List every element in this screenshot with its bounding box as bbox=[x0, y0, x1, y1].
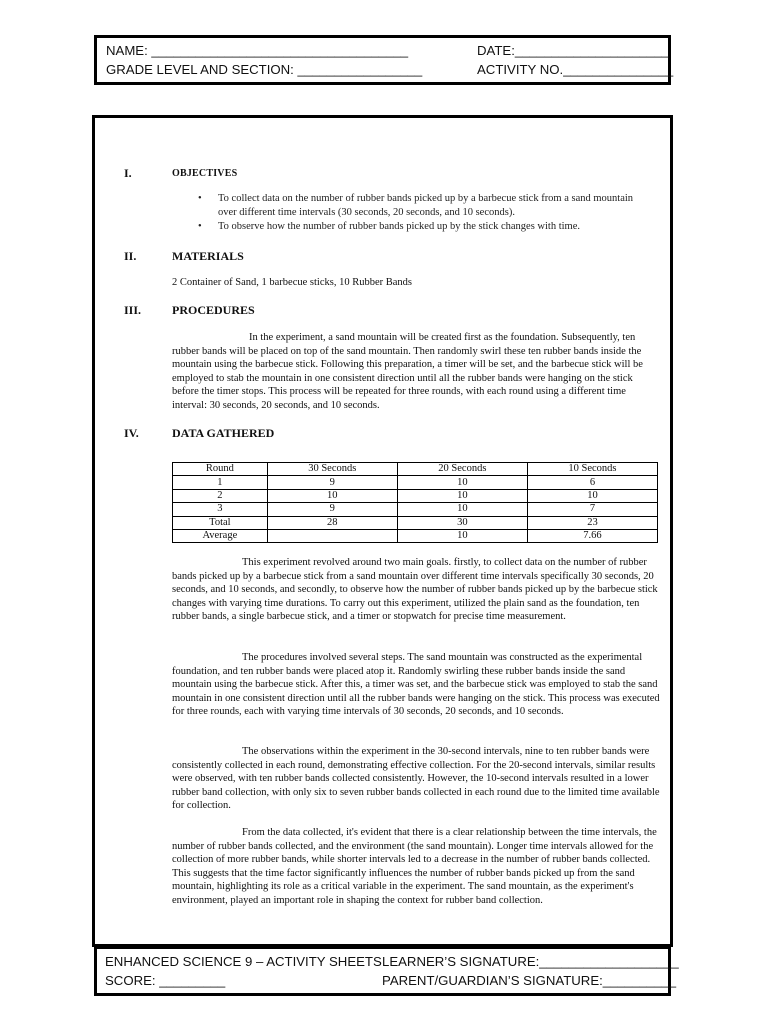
table-header-row bbox=[173, 463, 658, 476]
materials-heading: MATERIALS bbox=[172, 249, 244, 263]
table-header-cell: 20 Seconds bbox=[397, 463, 527, 476]
table-cell: 9 bbox=[267, 503, 397, 516]
score-field-label: SCORE: _________ bbox=[105, 973, 226, 988]
table-cell: 10 bbox=[267, 489, 397, 502]
table-cell bbox=[267, 529, 397, 542]
discussion-text: This experiment revolved around two main goals. firstly, to collect data on the number of rubber bands picked up by a barbecue stick from a sand mountain over different time intervals specifically 30 seconds, 20 seconds, and 10 seconds, and secondly, to observe how the number of rubber bands picked up by the barbecue stick changes with varying time durations. To carry out this experiment, utilized the plain sand as the foundation, ten rubber bands, a single barbecue stick, and a timer or stopwatch for precise time measurement. bbox=[172, 557, 658, 622]
data-gathered-heading: DATA GATHERED bbox=[172, 426, 275, 440]
table-cell: Average bbox=[173, 529, 268, 542]
table-cell: 28 bbox=[267, 516, 397, 529]
objective-text: To observe how the number of rubber bands picked up by the stick changes with time. bbox=[218, 221, 581, 232]
table-cell: 9 bbox=[267, 476, 397, 489]
table-cell: 3 bbox=[173, 503, 268, 516]
bullet-icon: • bbox=[198, 221, 202, 232]
learner-signature-label: LEARNER’S SIGNATURE:___________________ bbox=[382, 954, 679, 969]
discussion-text: The procedures involved several steps. The sand mountain was constructed as the experimental foundation, and ten rubber bands were placed atop it. Randomly swirling these rubber bands inside the sand mountain using the barbecue stick. After this, a timer was set, and the barbecue stick was employed to stab the sand mountain in one consistent direction until all the rubber bands were hanging on the stick. This process was executed for three rounds, each with varying time intervals of 30 seconds, 20 seconds, and 10 seconds. bbox=[172, 652, 660, 717]
course-label: ENHANCED SCIENCE 9 – ACTIVITY SHEETS bbox=[105, 954, 382, 969]
objectives-numeral: I. bbox=[124, 166, 132, 180]
discussion-paragraph-3 bbox=[172, 745, 660, 813]
table-header-cell: Round bbox=[173, 463, 268, 476]
objective-text: To collect data on the number of rubber bands picked up by a barbecue stick from a sand mountain over different time intervals (30 seconds, 20 seconds, and 10 seconds). bbox=[218, 193, 634, 218]
objective-item bbox=[196, 220, 646, 234]
table-cell: 10 bbox=[397, 503, 527, 516]
header-box bbox=[94, 35, 674, 85]
objective-item bbox=[196, 192, 646, 220]
table-cell: 30 bbox=[397, 516, 527, 529]
table-cell: 23 bbox=[527, 516, 657, 529]
activity-no-label: ACTIVITY NO._______________ bbox=[477, 62, 674, 77]
data-gathered-numeral: IV. bbox=[124, 426, 139, 440]
table-header-cell: 10 Seconds bbox=[527, 463, 657, 476]
table-cell: 10 bbox=[397, 489, 527, 502]
date-field-label: DATE:_____________________ bbox=[477, 43, 669, 58]
objectives-list bbox=[196, 192, 646, 234]
data-table bbox=[172, 462, 658, 543]
table-cell: 1 bbox=[173, 476, 268, 489]
discussion-paragraph-2 bbox=[172, 651, 660, 719]
grade-level-section-label: GRADE LEVEL AND SECTION: _________________ bbox=[106, 62, 423, 77]
table-cell: 10 bbox=[397, 476, 527, 489]
table-cell: 7 bbox=[527, 503, 657, 516]
bullet-icon: • bbox=[198, 193, 202, 204]
materials-text: 2 Container of Sand, 1 barbecue sticks, 10 Rubber Bands bbox=[172, 277, 412, 288]
table-header-cell: 30 Seconds bbox=[267, 463, 397, 476]
procedures-numeral: III. bbox=[124, 303, 142, 317]
parent-signature-label: PARENT/GUARDIAN’S SIGNATURE:__________ bbox=[382, 973, 677, 988]
discussion-text: The observations within the experiment in the 30-second intervals, nine to ten rubber bands were consistently collected in each round, demonstrating effective collection. For the 20-second intervals, similar results were observed, with ten rubber bands collected consistently. However, the 10-second intervals resulted in a lower rubber band collection, with only six to seven rubber bands collected in each round due to the limited time available for collection. bbox=[172, 746, 660, 811]
procedures-heading: PROCEDURES bbox=[172, 303, 255, 317]
materials-numeral: II. bbox=[124, 249, 137, 263]
table-cell: Total bbox=[173, 516, 268, 529]
table-cell: 10 bbox=[527, 489, 657, 502]
table-row bbox=[173, 476, 658, 489]
table-cell: 2 bbox=[173, 489, 268, 502]
discussion-text: From the data collected, it's evident that there is a clear relationship between the time intervals, the number of rubber bands collected, and the environment (the sand mountain). Longer time intervals allowed for the collection of more rubber bands, while shorter intervals led to a decrease in the number of rubber bands collected. This suggests that the time factor significantly influences the number of rubber bands picked up from the sand mountain, highlighting its role as a critical variable in the experiment. The sand mountain, as the experiment's environment, played an important role in shaping the context for rubber band collection. bbox=[172, 827, 657, 906]
table-row bbox=[173, 503, 658, 516]
table-row bbox=[173, 489, 658, 502]
name-field-label: NAME: ___________________________________ bbox=[106, 43, 409, 58]
table-row bbox=[173, 529, 658, 542]
procedures-paragraph bbox=[172, 331, 660, 412]
objectives-heading: OBJECTIVES bbox=[172, 168, 238, 179]
table-cell: 7.66 bbox=[527, 529, 657, 542]
table-row bbox=[173, 516, 658, 529]
table-cell: 6 bbox=[527, 476, 657, 489]
footer-box bbox=[94, 946, 679, 996]
discussion-paragraph-4 bbox=[172, 826, 660, 907]
procedures-text: In the experiment, a sand mountain will be created first as the foundation. Subsequently, ten rubber bands will be placed on top of the sand mountain. Then randomly swirl these ten rubber bands inside the mountain using the barbecue stick. Following this preparation, a timer will be set, and the barbecue stick will be employed to stab the mountain in one consistent direction until all the rubber bands were hanging on the stick before the timer stops. This process will be repeated for three rounds, with each round using a different time interval: 30 seconds, 20 seconds, and 10 seconds. bbox=[172, 332, 643, 411]
table-cell: 10 bbox=[397, 529, 527, 542]
discussion-paragraph-1 bbox=[172, 556, 660, 624]
